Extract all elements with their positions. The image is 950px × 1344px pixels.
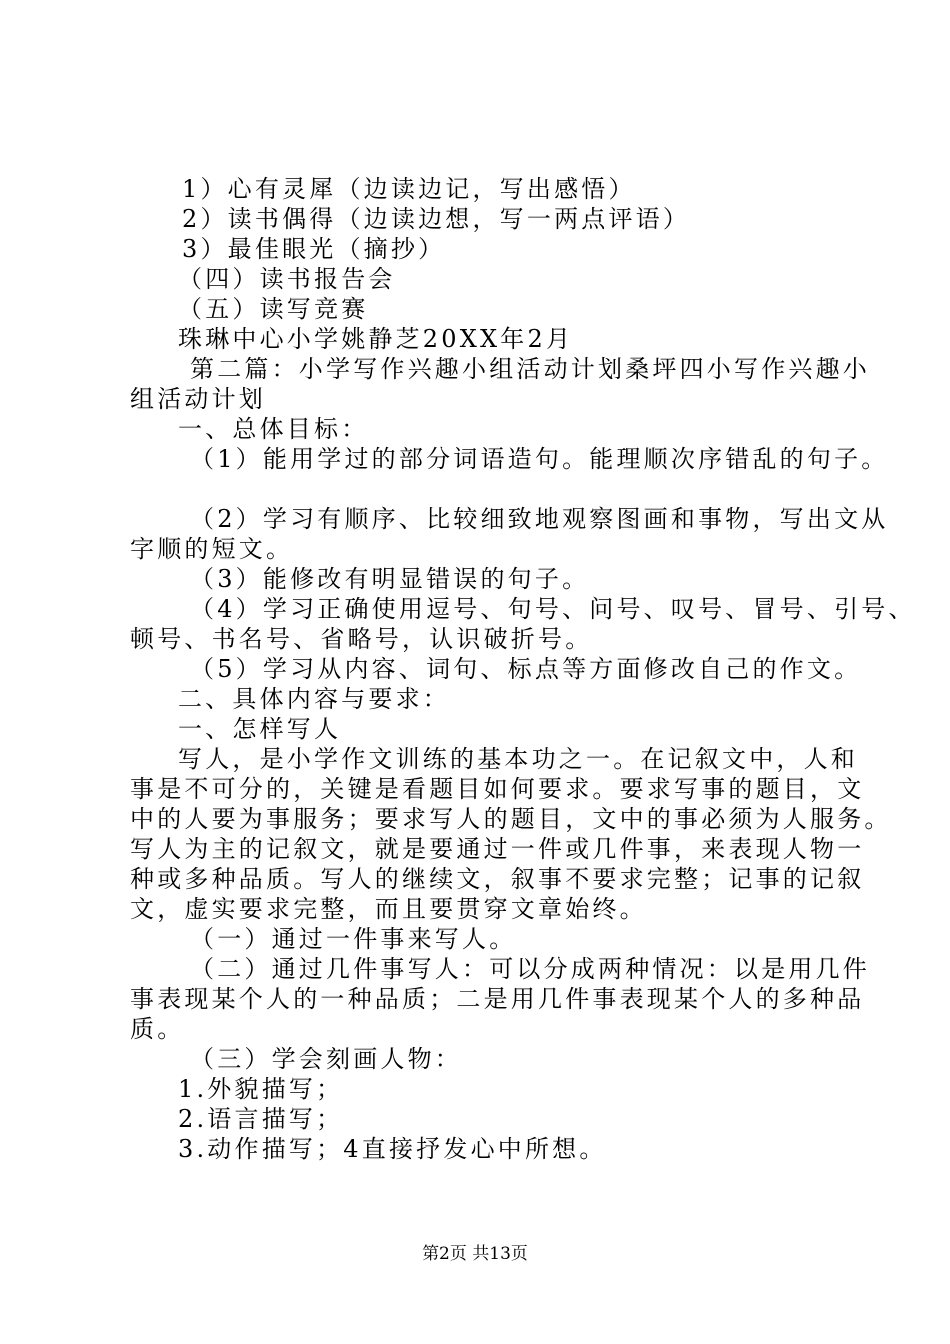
- text-line: （3）能修改有明显错误的句子。: [190, 565, 590, 593]
- text-line: 质。: [130, 1015, 185, 1043]
- text-line: 珠琳中心小学姚静芝20XX年2月: [178, 325, 574, 353]
- text-line: 写人为主的记叙文，就是要通过一件或几件事，来表现人物一: [130, 835, 865, 863]
- text-line: 二、具体内容与要求：: [178, 685, 450, 713]
- text-line: （二）通过几件事写人：可以分成两种情况：以是用几件: [190, 955, 870, 983]
- text-line: 2）读书偶得（边读边想，写一两点评语）: [182, 205, 691, 233]
- text-line: （三）学会刻画人物：: [190, 1045, 462, 1073]
- text-line: 写人，是小学作文训练的基本功之一。在记叙文中，人和: [178, 745, 858, 773]
- text-line: （四）读书报告会: [178, 265, 396, 293]
- text-line: （五）读写竞赛: [178, 295, 369, 323]
- text-line: 一、总体目标：: [178, 415, 369, 443]
- text-line: 3）最佳眼光（摘抄）: [182, 235, 446, 263]
- text-line: （5）学习从内容、词句、标点等方面修改自己的作文。: [190, 655, 862, 683]
- text-line: 种或多种品质。写人的继续文，叙事不要求完整；记事的记叙: [130, 865, 865, 893]
- page-footer: 第2页 共13页: [422, 1244, 528, 1264]
- text-line: 2.语言描写；: [178, 1105, 344, 1133]
- text-line: 3.动作描写；4直接抒发心中所想。: [178, 1135, 607, 1163]
- text-line: 顿号、书名号、省略号，认识破折号。: [130, 625, 593, 653]
- text-line: 中的人要为事服务；要求写人的题目，文中的事必须为人服务。: [130, 805, 892, 833]
- text-line: 事表现某个人的一种品质；二是用几件事表现某个人的多种品: [130, 985, 865, 1013]
- text-line: （2）学习有顺序、比较细致地观察图画和事物，写出文从: [190, 505, 889, 533]
- document-body: [130, 174, 916, 1164]
- text-line: 事是不可分的，关键是看题目如何要求。要求写事的题目，文: [130, 775, 865, 803]
- text-line: 1）心有灵犀（边读边记，写出感悟）: [182, 175, 636, 203]
- text-line: 一、怎样写人: [178, 715, 342, 743]
- text-line: 文，虚实要求完整，而且要贯穿文章始终。: [130, 895, 647, 923]
- blank-line: [130, 474, 830, 504]
- text-line: 1.外貌描写；: [178, 1075, 344, 1103]
- text-line: 第二篇：小学写作兴趣小组活动计划桑坪四小写作兴趣小: [190, 355, 870, 383]
- text-line: （4）学习正确使用逗号、句号、问号、叹号、冒号、引号、: [190, 595, 916, 623]
- text-line: （一）通过一件事来写人。: [190, 925, 517, 953]
- text-line: （1）能用学过的部分词语造句。能理顺次序错乱的句子。: [190, 445, 889, 473]
- text-line: 组活动计划: [130, 385, 266, 413]
- text-line: 字顺的短文。: [130, 535, 294, 563]
